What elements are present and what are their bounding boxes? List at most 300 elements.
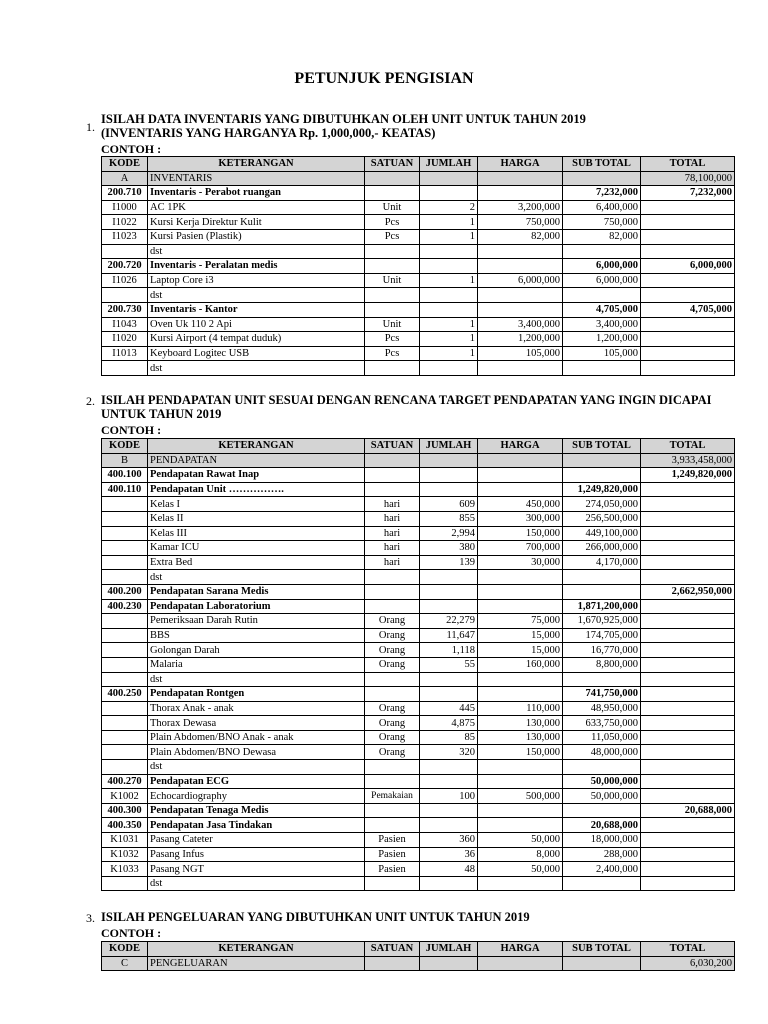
keterangan-cell: Pendapatan Jasa Tindakan <box>148 818 365 833</box>
jumlah-cell <box>420 468 478 483</box>
satuan-cell <box>365 599 420 614</box>
jumlah-cell <box>420 599 478 614</box>
total-cell <box>641 862 735 877</box>
satuan-cell: Unit <box>365 200 420 215</box>
satuan-cell <box>365 468 420 483</box>
column-header: KODE <box>102 439 148 454</box>
total-cell <box>641 317 735 332</box>
section-2-heading <box>101 393 721 421</box>
keterangan-cell: Kamar ICU <box>148 541 365 556</box>
satuan-cell: Orang <box>365 730 420 745</box>
kode-cell <box>102 745 148 760</box>
table-row <box>102 599 735 614</box>
keterangan-cell: dst <box>148 876 365 891</box>
table-row <box>102 701 735 716</box>
keterangan-cell: Plain Abdomen/BNO Anak - anak <box>148 730 365 745</box>
satuan-cell <box>365 672 420 687</box>
table-row <box>102 346 735 361</box>
harga-cell <box>478 482 563 497</box>
column-header: JUMLAH <box>420 439 478 454</box>
total-cell <box>641 570 735 585</box>
total-cell: 6,000,000 <box>641 259 735 274</box>
kode-cell: 400.230 <box>102 599 148 614</box>
kode-cell <box>102 628 148 643</box>
section-1-heading-line2: (INVENTARIS YANG HARGANYA Rp. 1,000,000,- KEATAS) <box>101 126 436 140</box>
kode-cell <box>102 511 148 526</box>
section-2-heading-line1: ISILAH PENDAPATAN UNIT SESUAI DENGAN RENCANA TARGET PENDAPATAN YANG INGIN DICAPAI <box>101 393 712 407</box>
section-1-contoh-label: CONTOH : <box>101 142 162 156</box>
total-cell <box>641 229 735 244</box>
total-cell: 1,249,820,000 <box>641 468 735 483</box>
kode-cell: 200.730 <box>102 302 148 317</box>
total-cell <box>641 789 735 804</box>
table-row <box>102 745 735 760</box>
table-row <box>102 628 735 643</box>
jumlah-cell: 36 <box>420 847 478 862</box>
table-row <box>102 171 735 186</box>
keterangan-cell: Inventaris - Kantor <box>148 302 365 317</box>
table-row <box>102 760 735 775</box>
subtotal-cell <box>563 288 641 303</box>
kode-cell: 400.100 <box>102 468 148 483</box>
subtotal-cell: 105,000 <box>563 346 641 361</box>
harga-cell: 50,000 <box>478 862 563 877</box>
subtotal-cell <box>563 956 641 971</box>
subtotal-cell <box>563 760 641 775</box>
harga-cell: 50,000 <box>478 833 563 848</box>
subtotal-cell: 6,400,000 <box>563 200 641 215</box>
harga-cell: 15,000 <box>478 628 563 643</box>
satuan-cell: Orang <box>365 657 420 672</box>
satuan-cell <box>365 956 420 971</box>
satuan-cell <box>365 259 420 274</box>
keterangan-cell: Pemeriksaan Darah Rutin <box>148 614 365 629</box>
column-header: KODE <box>102 942 148 957</box>
pengeluaran-table <box>101 941 735 971</box>
jumlah-cell: 2 <box>420 200 478 215</box>
kode-cell <box>102 361 148 376</box>
total-cell: 3,933,458,000 <box>641 453 735 468</box>
harga-cell <box>478 259 563 274</box>
jumlah-cell: 360 <box>420 833 478 848</box>
harga-cell <box>478 361 563 376</box>
jumlah-cell: 1 <box>420 317 478 332</box>
satuan-cell: Pcs <box>365 332 420 347</box>
satuan-cell: Pasien <box>365 862 420 877</box>
section-3-number: 3. <box>86 911 95 925</box>
kode-cell: B <box>102 453 148 468</box>
harga-cell: 3,400,000 <box>478 317 563 332</box>
kode-cell: I1020 <box>102 332 148 347</box>
total-cell <box>641 614 735 629</box>
kode-cell: 200.710 <box>102 186 148 201</box>
jumlah-cell: 85 <box>420 730 478 745</box>
jumlah-cell: 1 <box>420 229 478 244</box>
keterangan-cell: dst <box>148 244 365 259</box>
column-header: SATUAN <box>365 439 420 454</box>
subtotal-cell: 18,000,000 <box>563 833 641 848</box>
satuan-cell: Unit <box>365 273 420 288</box>
kode-cell: 400.200 <box>102 584 148 599</box>
kode-cell <box>102 614 148 629</box>
subtotal-cell: 50,000,000 <box>563 774 641 789</box>
subtotal-cell: 741,750,000 <box>563 687 641 702</box>
table-row <box>102 497 735 512</box>
harga-cell <box>478 672 563 687</box>
table-row <box>102 657 735 672</box>
table-header-row <box>102 942 735 957</box>
total-cell <box>641 760 735 775</box>
total-cell <box>641 730 735 745</box>
harga-cell: 150,000 <box>478 526 563 541</box>
jumlah-cell: 855 <box>420 511 478 526</box>
table-row <box>102 687 735 702</box>
satuan-cell: hari <box>365 511 420 526</box>
column-header: HARGA <box>478 439 563 454</box>
kode-cell: A <box>102 171 148 186</box>
table-row <box>102 453 735 468</box>
kode-cell: 400.300 <box>102 803 148 818</box>
satuan-cell <box>365 482 420 497</box>
kode-cell <box>102 288 148 303</box>
kode-cell <box>102 716 148 731</box>
column-header: TOTAL <box>641 439 735 454</box>
harga-cell <box>478 453 563 468</box>
kode-cell: I1013 <box>102 346 148 361</box>
harga-cell: 82,000 <box>478 229 563 244</box>
satuan-cell <box>365 687 420 702</box>
table-row <box>102 482 735 497</box>
kode-cell: K1033 <box>102 862 148 877</box>
jumlah-cell: 445 <box>420 701 478 716</box>
subtotal-cell <box>563 361 641 376</box>
satuan-cell: hari <box>365 526 420 541</box>
column-header: KODE <box>102 157 148 172</box>
table-row <box>102 229 735 244</box>
column-header: SATUAN <box>365 942 420 957</box>
kode-cell <box>102 876 148 891</box>
subtotal-cell <box>563 244 641 259</box>
column-header: HARGA <box>478 157 563 172</box>
subtotal-cell <box>563 171 641 186</box>
kode-cell: 200.720 <box>102 259 148 274</box>
total-cell <box>641 541 735 556</box>
section-1-heading <box>101 112 721 140</box>
keterangan-cell: Kelas I <box>148 497 365 512</box>
table-row <box>102 541 735 556</box>
total-cell <box>641 833 735 848</box>
jumlah-cell <box>420 453 478 468</box>
total-cell <box>641 215 735 230</box>
table-row <box>102 302 735 317</box>
subtotal-cell: 288,000 <box>563 847 641 862</box>
total-cell <box>641 497 735 512</box>
subtotal-cell: 266,000,000 <box>563 541 641 556</box>
satuan-cell: Orang <box>365 745 420 760</box>
jumlah-cell <box>420 259 478 274</box>
satuan-cell <box>365 302 420 317</box>
total-cell <box>641 628 735 643</box>
satuan-cell <box>365 361 420 376</box>
jumlah-cell <box>420 482 478 497</box>
column-header: HARGA <box>478 942 563 957</box>
kode-cell: K1031 <box>102 833 148 848</box>
total-cell <box>641 876 735 891</box>
table-row <box>102 672 735 687</box>
table-row <box>102 361 735 376</box>
subtotal-cell: 3,400,000 <box>563 317 641 332</box>
harga-cell: 700,000 <box>478 541 563 556</box>
harga-cell: 8,000 <box>478 847 563 862</box>
page-title: PETUNJUK PENGISIAN <box>294 70 474 87</box>
kode-cell: K1002 <box>102 789 148 804</box>
keterangan-cell: dst <box>148 760 365 775</box>
total-cell <box>641 774 735 789</box>
jumlah-cell: 1,118 <box>420 643 478 658</box>
jumlah-cell: 11,647 <box>420 628 478 643</box>
jumlah-cell: 1 <box>420 332 478 347</box>
harga-cell: 3,200,000 <box>478 200 563 215</box>
table-row <box>102 847 735 862</box>
keterangan-cell: Pendapatan Laboratorium <box>148 599 365 614</box>
subtotal-cell: 48,950,000 <box>563 701 641 716</box>
keterangan-cell: Inventaris - Peralatan medis <box>148 259 365 274</box>
subtotal-cell <box>563 672 641 687</box>
table-row <box>102 288 735 303</box>
subtotal-cell <box>563 453 641 468</box>
harga-cell: 30,000 <box>478 555 563 570</box>
table-row <box>102 570 735 585</box>
jumlah-cell <box>420 186 478 201</box>
subtotal-cell: 449,100,000 <box>563 526 641 541</box>
total-cell: 78,100,000 <box>641 171 735 186</box>
table-header-row <box>102 439 735 454</box>
column-header: SUB TOTAL <box>563 157 641 172</box>
keterangan-cell: Oven Uk 110 2 Api <box>148 317 365 332</box>
subtotal-cell <box>563 468 641 483</box>
harga-cell: 300,000 <box>478 511 563 526</box>
jumlah-cell <box>420 687 478 702</box>
satuan-cell: Pcs <box>365 215 420 230</box>
table-row <box>102 716 735 731</box>
keterangan-cell: dst <box>148 361 365 376</box>
satuan-cell: hari <box>365 541 420 556</box>
total-cell <box>641 643 735 658</box>
jumlah-cell: 1 <box>420 346 478 361</box>
satuan-cell <box>365 244 420 259</box>
subtotal-cell <box>563 876 641 891</box>
table-row <box>102 215 735 230</box>
table-row <box>102 200 735 215</box>
keterangan-cell: Thorax Anak - anak <box>148 701 365 716</box>
column-header: SUB TOTAL <box>563 942 641 957</box>
harga-cell <box>478 599 563 614</box>
harga-cell: 6,000,000 <box>478 273 563 288</box>
harga-cell <box>478 774 563 789</box>
kode-cell <box>102 760 148 775</box>
harga-cell <box>478 818 563 833</box>
table-row <box>102 511 735 526</box>
total-cell <box>641 511 735 526</box>
table-row <box>102 555 735 570</box>
jumlah-cell <box>420 302 478 317</box>
table-row <box>102 730 735 745</box>
total-cell <box>641 526 735 541</box>
total-cell <box>641 745 735 760</box>
jumlah-cell: 48 <box>420 862 478 877</box>
harga-cell: 130,000 <box>478 730 563 745</box>
keterangan-cell: Kelas II <box>148 511 365 526</box>
keterangan-cell: Thorax Dewasa <box>148 716 365 731</box>
column-header: KETERANGAN <box>148 157 365 172</box>
keterangan-cell: INVENTARIS <box>148 171 365 186</box>
subtotal-cell <box>563 570 641 585</box>
satuan-cell: Pasien <box>365 833 420 848</box>
subtotal-cell: 11,050,000 <box>563 730 641 745</box>
harga-cell: 500,000 <box>478 789 563 804</box>
jumlah-cell <box>420 584 478 599</box>
total-cell <box>641 244 735 259</box>
table-row <box>102 244 735 259</box>
subtotal-cell: 8,800,000 <box>563 657 641 672</box>
keterangan-cell: dst <box>148 570 365 585</box>
satuan-cell: Orang <box>365 614 420 629</box>
total-cell <box>641 672 735 687</box>
subtotal-cell: 50,000,000 <box>563 789 641 804</box>
kode-cell <box>102 555 148 570</box>
total-cell <box>641 818 735 833</box>
total-cell <box>641 273 735 288</box>
table-row <box>102 774 735 789</box>
keterangan-cell: Kursi Airport (4 tempat duduk) <box>148 332 365 347</box>
total-cell <box>641 657 735 672</box>
keterangan-cell: Laptop Core i3 <box>148 273 365 288</box>
keterangan-cell: Echocardiography <box>148 789 365 804</box>
total-cell <box>641 701 735 716</box>
harga-cell <box>478 171 563 186</box>
kode-cell: 400.270 <box>102 774 148 789</box>
section-3-contoh-label: CONTOH : <box>101 926 162 940</box>
harga-cell: 75,000 <box>478 614 563 629</box>
total-cell <box>641 687 735 702</box>
satuan-cell <box>365 186 420 201</box>
jumlah-cell: 139 <box>420 555 478 570</box>
total-cell <box>641 346 735 361</box>
column-header: SUB TOTAL <box>563 439 641 454</box>
section-2-contoh-label: CONTOH : <box>101 423 162 437</box>
total-cell <box>641 555 735 570</box>
kode-cell <box>102 643 148 658</box>
harga-cell <box>478 570 563 585</box>
harga-cell <box>478 186 563 201</box>
jumlah-cell <box>420 288 478 303</box>
table-row <box>102 332 735 347</box>
subtotal-cell: 1,670,925,000 <box>563 614 641 629</box>
column-header: JUMLAH <box>420 942 478 957</box>
jumlah-cell <box>420 876 478 891</box>
kode-cell: C <box>102 956 148 971</box>
kode-cell: 400.350 <box>102 818 148 833</box>
subtotal-cell: 7,232,000 <box>563 186 641 201</box>
jumlah-cell: 609 <box>420 497 478 512</box>
kode-cell <box>102 244 148 259</box>
total-cell <box>641 599 735 614</box>
harga-cell: 450,000 <box>478 497 563 512</box>
kode-cell: I1000 <box>102 200 148 215</box>
keterangan-cell: Pendapatan ECG <box>148 774 365 789</box>
column-header: JUMLAH <box>420 157 478 172</box>
harga-cell <box>478 760 563 775</box>
jumlah-cell: 4,875 <box>420 716 478 731</box>
total-cell: 20,688,000 <box>641 803 735 818</box>
satuan-cell <box>365 453 420 468</box>
satuan-cell: Unit <box>365 317 420 332</box>
kode-cell <box>102 672 148 687</box>
satuan-cell <box>365 876 420 891</box>
satuan-cell: Pasien <box>365 847 420 862</box>
subtotal-cell: 20,688,000 <box>563 818 641 833</box>
satuan-cell: Orang <box>365 701 420 716</box>
column-header: KETERANGAN <box>148 439 365 454</box>
harga-cell: 130,000 <box>478 716 563 731</box>
keterangan-cell: Pasang NGT <box>148 862 365 877</box>
table-row <box>102 789 735 804</box>
keterangan-cell: dst <box>148 672 365 687</box>
kode-cell: I1023 <box>102 229 148 244</box>
keterangan-cell: Kelas III <box>148 526 365 541</box>
harga-cell: 750,000 <box>478 215 563 230</box>
kode-cell: 400.110 <box>102 482 148 497</box>
satuan-cell <box>365 171 420 186</box>
table-row <box>102 614 735 629</box>
harga-cell <box>478 956 563 971</box>
kode-cell <box>102 541 148 556</box>
kode-cell: I1026 <box>102 273 148 288</box>
keterangan-cell: Golongan Darah <box>148 643 365 658</box>
total-cell: 2,662,950,000 <box>641 584 735 599</box>
kode-cell <box>102 497 148 512</box>
keterangan-cell: BBS <box>148 628 365 643</box>
satuan-cell: hari <box>365 555 420 570</box>
satuan-cell: Pcs <box>365 346 420 361</box>
subtotal-cell: 82,000 <box>563 229 641 244</box>
table-row <box>102 803 735 818</box>
harga-cell: 1,200,000 <box>478 332 563 347</box>
subtotal-cell: 274,050,000 <box>563 497 641 512</box>
jumlah-cell <box>420 570 478 585</box>
subtotal-cell: 48,000,000 <box>563 745 641 760</box>
subtotal-cell: 1,200,000 <box>563 332 641 347</box>
kode-cell: 400.250 <box>102 687 148 702</box>
keterangan-cell: Inventaris - Perabot ruangan <box>148 186 365 201</box>
keterangan-cell: dst <box>148 288 365 303</box>
keterangan-cell: PENGELUARAN <box>148 956 365 971</box>
harga-cell: 105,000 <box>478 346 563 361</box>
satuan-cell <box>365 288 420 303</box>
jumlah-cell: 1 <box>420 215 478 230</box>
harga-cell: 160,000 <box>478 657 563 672</box>
satuan-cell: Orang <box>365 716 420 731</box>
column-header: SATUAN <box>365 157 420 172</box>
harga-cell <box>478 687 563 702</box>
table-row <box>102 317 735 332</box>
satuan-cell <box>365 774 420 789</box>
table-row <box>102 833 735 848</box>
harga-cell <box>478 244 563 259</box>
keterangan-cell: Kursi Pasien (Plastik) <box>148 229 365 244</box>
kode-cell <box>102 701 148 716</box>
subtotal-cell: 750,000 <box>563 215 641 230</box>
